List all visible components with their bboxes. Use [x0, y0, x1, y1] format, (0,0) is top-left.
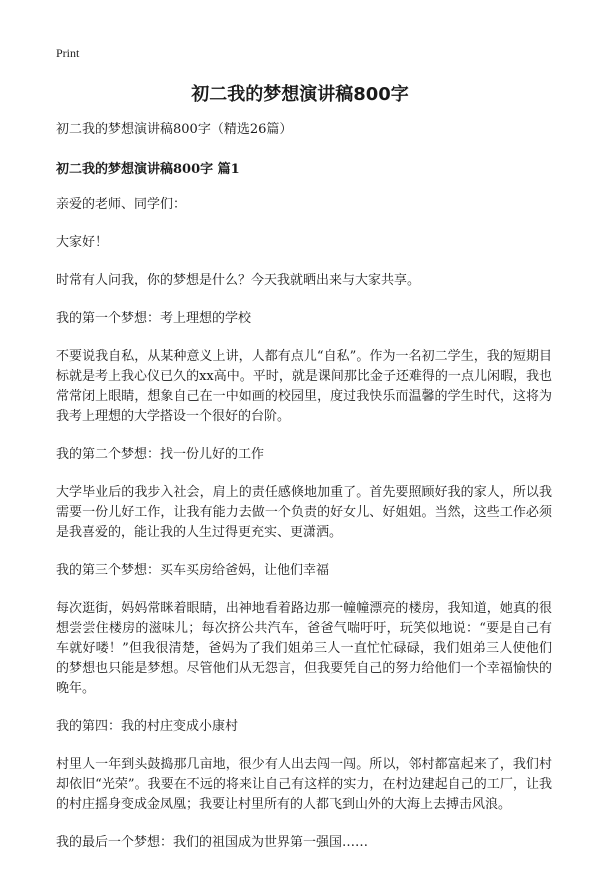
section-heading: 初二我的梦想演讲稿800字 篇1 [56, 162, 240, 177]
dream-heading-4: 我的第四：我的村庄变成小康村 [56, 719, 239, 734]
document-body [56, 120, 552, 871]
intro-paragraph: 时常有人问我，你的梦想是什么？今天我就晒出来与大家共享。 [56, 273, 421, 288]
print-link[interactable]: Print [56, 46, 80, 60]
dream-paragraph-4: 村里人一年到头鼓捣那几亩地，很少有人出去闯一闯。所以，邻村都富起来了，我们村却依旧“光荣”。我要在不远的将来让自己有这样的实力，在村边建起自己的工厂，让我的村庄摇身变成金凤凰；我要让村里所有的人都飞到山外的大海上去搏击风浪。 [56, 757, 552, 812]
dream-heading-2: 我的第二个梦想：找一份儿好的工作 [56, 447, 265, 462]
dream-paragraph-1: 不要说我自私，从某种意义上讲，人都有点儿“自私”。作为一名初二学生，我的短期目标就是考上我心仪已久的xx高中。平时，就是课间那比金子还难得的一点儿闲暇，我也常常闭上眼睛，想象自己在一中如画的校园里，度过我快乐而温馨的学生时代，这将为我考上理想的大学搭设一个很好的台阶。 [56, 349, 552, 424]
salutation: 大家好！ [56, 235, 109, 250]
dream-paragraph-2: 大学毕业后的我步入社会，肩上的责任感倏地加重了。首先要照顾好我的家人，所以我需要一份儿好工作，让我有能力去做一个负责的好女儿、好姐姐。当然，这些工作必须是我喜爱的，能让我的人生过得更充实、更潇洒。 [56, 485, 552, 540]
dream-paragraph-3: 每次逛街，妈妈常眯着眼睛，出神地看着路边那一幢幢漂亮的楼房，我知道，她真的很想尝尝住楼房的滋味儿；每次挤公共汽车，爸爸气喘吁吁，玩笑似地说：“要是自己有车就好喽！”但我很清楚，爸妈为了我们姐弟三人一直忙忙碌碌，我们姐弟三人使他们的梦想也只能是梦想。尽管他们从无怨言，但我要凭自己的努力给他们一个幸福愉快的晚年。 [56, 601, 552, 696]
greeting: 亲爱的老师、同学们： [56, 197, 187, 212]
document-subtitle: 初二我的梦想演讲稿800字（精选26篇） [56, 122, 293, 137]
document-title: 初二我的梦想演讲稿800字 [191, 84, 409, 105]
dream-heading-3: 我的第三个梦想：买车买房给爸妈，让他们幸福 [56, 563, 330, 578]
dream-heading-5: 我的最后一个梦想：我们的祖国成为世界第一强国…… [56, 835, 369, 850]
dream-heading-1: 我的第一个梦想：考上理想的学校 [56, 311, 252, 326]
